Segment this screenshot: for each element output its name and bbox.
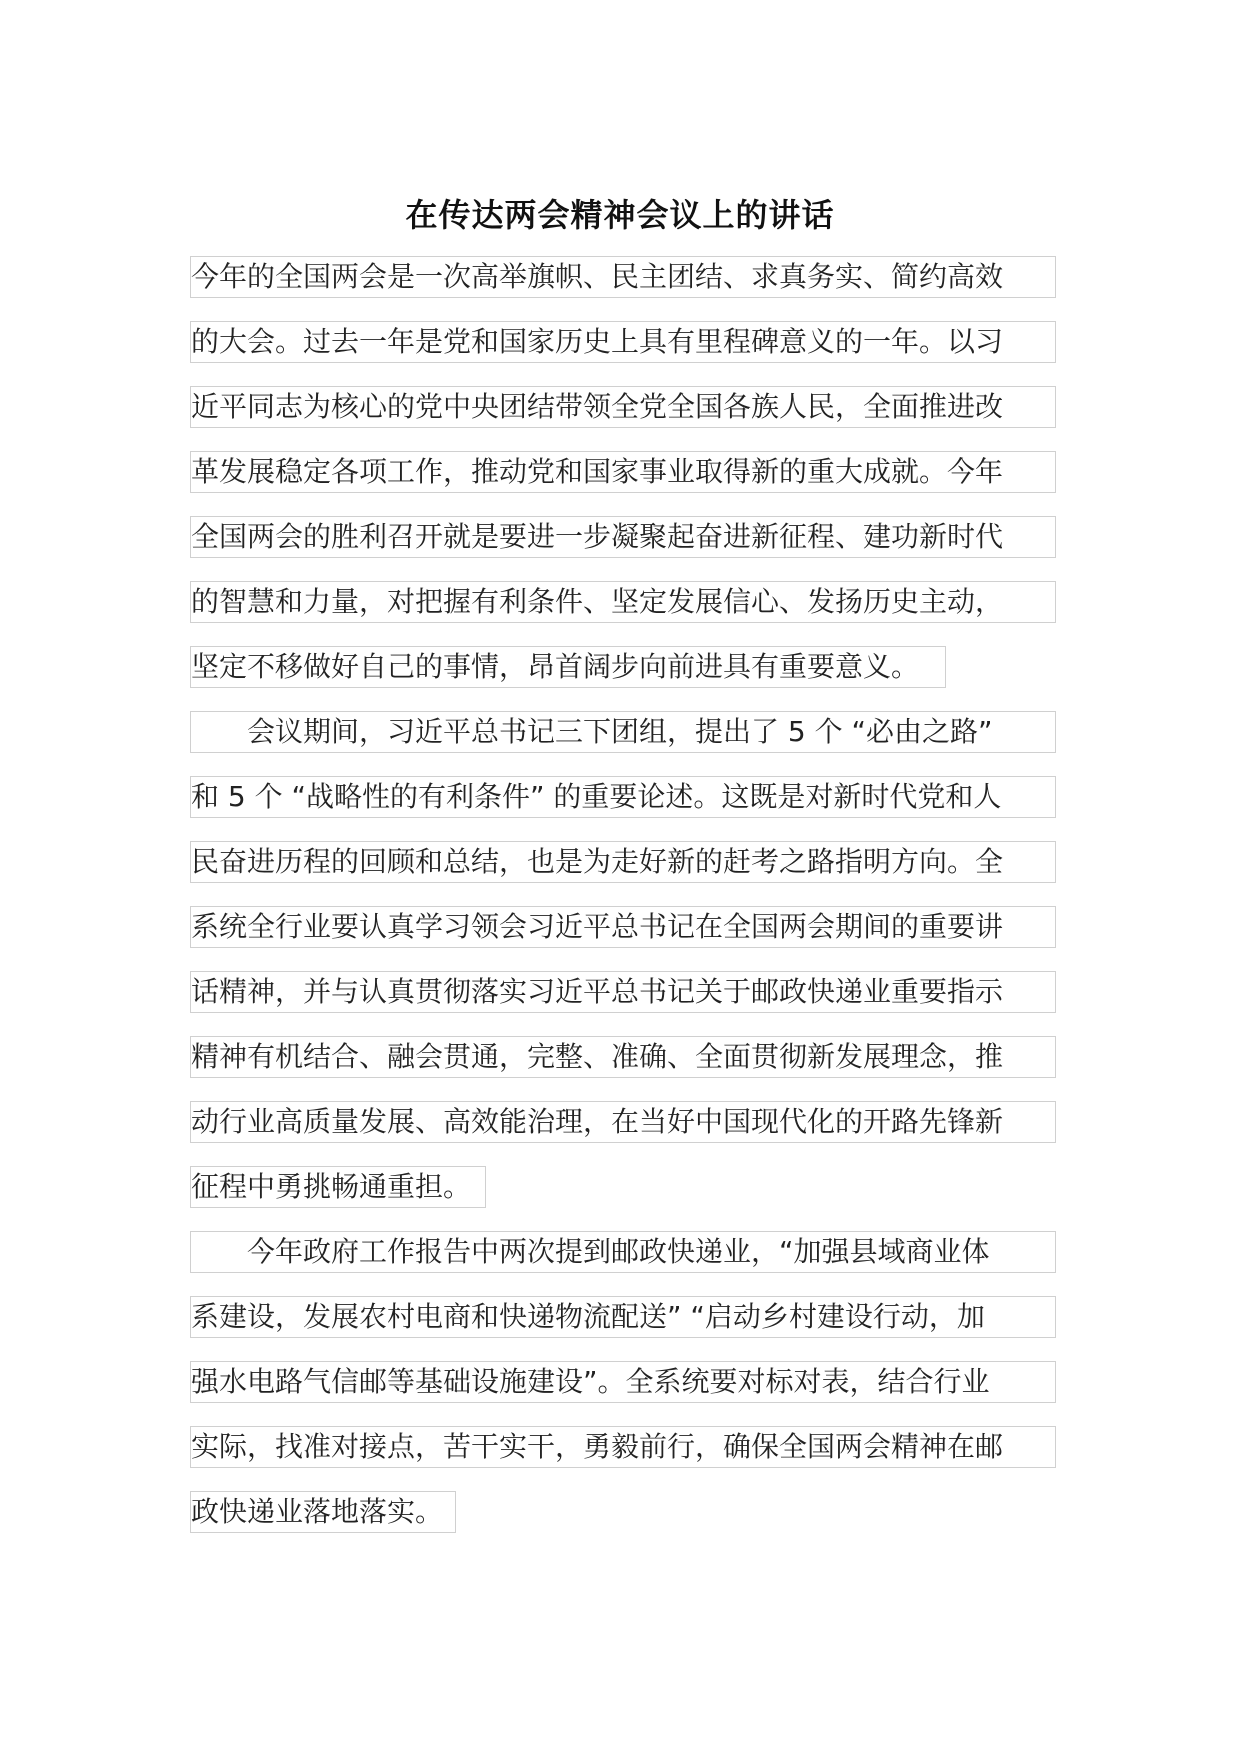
paragraph-line <box>190 646 1060 711</box>
paragraph-line <box>190 1296 1060 1361</box>
line-text: 全国两会的胜利召开就是要进一步凝聚起奋进新征程、建功新时代 <box>190 516 1056 558</box>
line-text: 近平同志为核心的党中央团结带领全党全国各族人民，全面推进改 <box>190 386 1056 428</box>
paragraph-line <box>190 1426 1060 1491</box>
paragraph-line <box>190 1491 1060 1556</box>
paragraph-line <box>190 906 1060 971</box>
line-text: 精神有机结合、融会贯通，完整、准确、全面贯彻新发展理念，推 <box>190 1036 1056 1078</box>
paragraph-line <box>190 776 1060 841</box>
paragraph-line <box>190 711 1060 776</box>
line-text: 话精神，并与认真贯彻落实习近平总书记关于邮政快递业重要指示 <box>190 971 1056 1013</box>
line-text: 今年的全国两会是一次高举旗帜、民主团结、求真务实、简约高效 <box>190 256 1056 298</box>
paragraph-line <box>190 971 1060 1036</box>
paragraph-line <box>190 841 1060 906</box>
paragraph-line <box>190 451 1060 516</box>
line-text: 坚定不移做好自己的事情，昂首阔步向前进具有重要意义。 <box>190 646 946 688</box>
line-text: 今年政府工作报告中两次提到邮政快递业，“加强县域商业体 <box>190 1231 1056 1273</box>
line-text: 系建设，发展农村电商和快递物流配送” “启动乡村建设行动，加 <box>190 1296 1056 1338</box>
paragraph-line <box>190 1231 1060 1296</box>
paragraph-line <box>190 1101 1060 1166</box>
line-text: 革发展稳定各项工作，推动党和国家事业取得新的重大成就。今年 <box>190 451 1056 493</box>
line-text: 政快递业落地落实。 <box>190 1491 456 1533</box>
line-text: 的大会。过去一年是党和国家历史上具有里程碑意义的一年。以习 <box>190 321 1056 363</box>
paragraph-line <box>190 1166 1060 1231</box>
paragraph-line <box>190 581 1060 646</box>
paragraph-line <box>190 321 1060 386</box>
paragraph-line <box>190 1361 1060 1426</box>
line-text: 会议期间，习近平总书记三下团组，提出了 5 个 “必由之路” <box>190 711 1056 753</box>
line-text: 民奋进历程的回顾和总结，也是为走好新的赶考之路指明方向。全 <box>190 841 1056 883</box>
document-title: 在传达两会精神会议上的讲话 <box>405 196 835 234</box>
line-text: 的智慧和力量，对把握有利条件、坚定发展信心、发扬历史主动， <box>190 581 1056 623</box>
line-text: 实际，找准对接点，苦干实干，勇毅前行，确保全国两会精神在邮 <box>190 1426 1056 1468</box>
line-text: 强水电路气信邮等基础设施建设”。全系统要对标对表，结合行业 <box>190 1361 1056 1403</box>
paragraph-line <box>190 256 1060 321</box>
paragraph-line <box>190 516 1060 581</box>
line-text: 系统全行业要认真学习领会习近平总书记在全国两会期间的重要讲 <box>190 906 1056 948</box>
line-text: 动行业高质量发展、高效能治理，在当好中国现代化的开路先锋新 <box>190 1101 1056 1143</box>
line-text: 和 5 个 “战略性的有利条件” 的重要论述。这既是对新时代党和人 <box>190 776 1056 818</box>
line-text: 征程中勇挑畅通重担。 <box>190 1166 486 1208</box>
paragraph-line <box>190 1036 1060 1101</box>
paragraph-line <box>190 386 1060 451</box>
document-body <box>190 256 1060 1556</box>
